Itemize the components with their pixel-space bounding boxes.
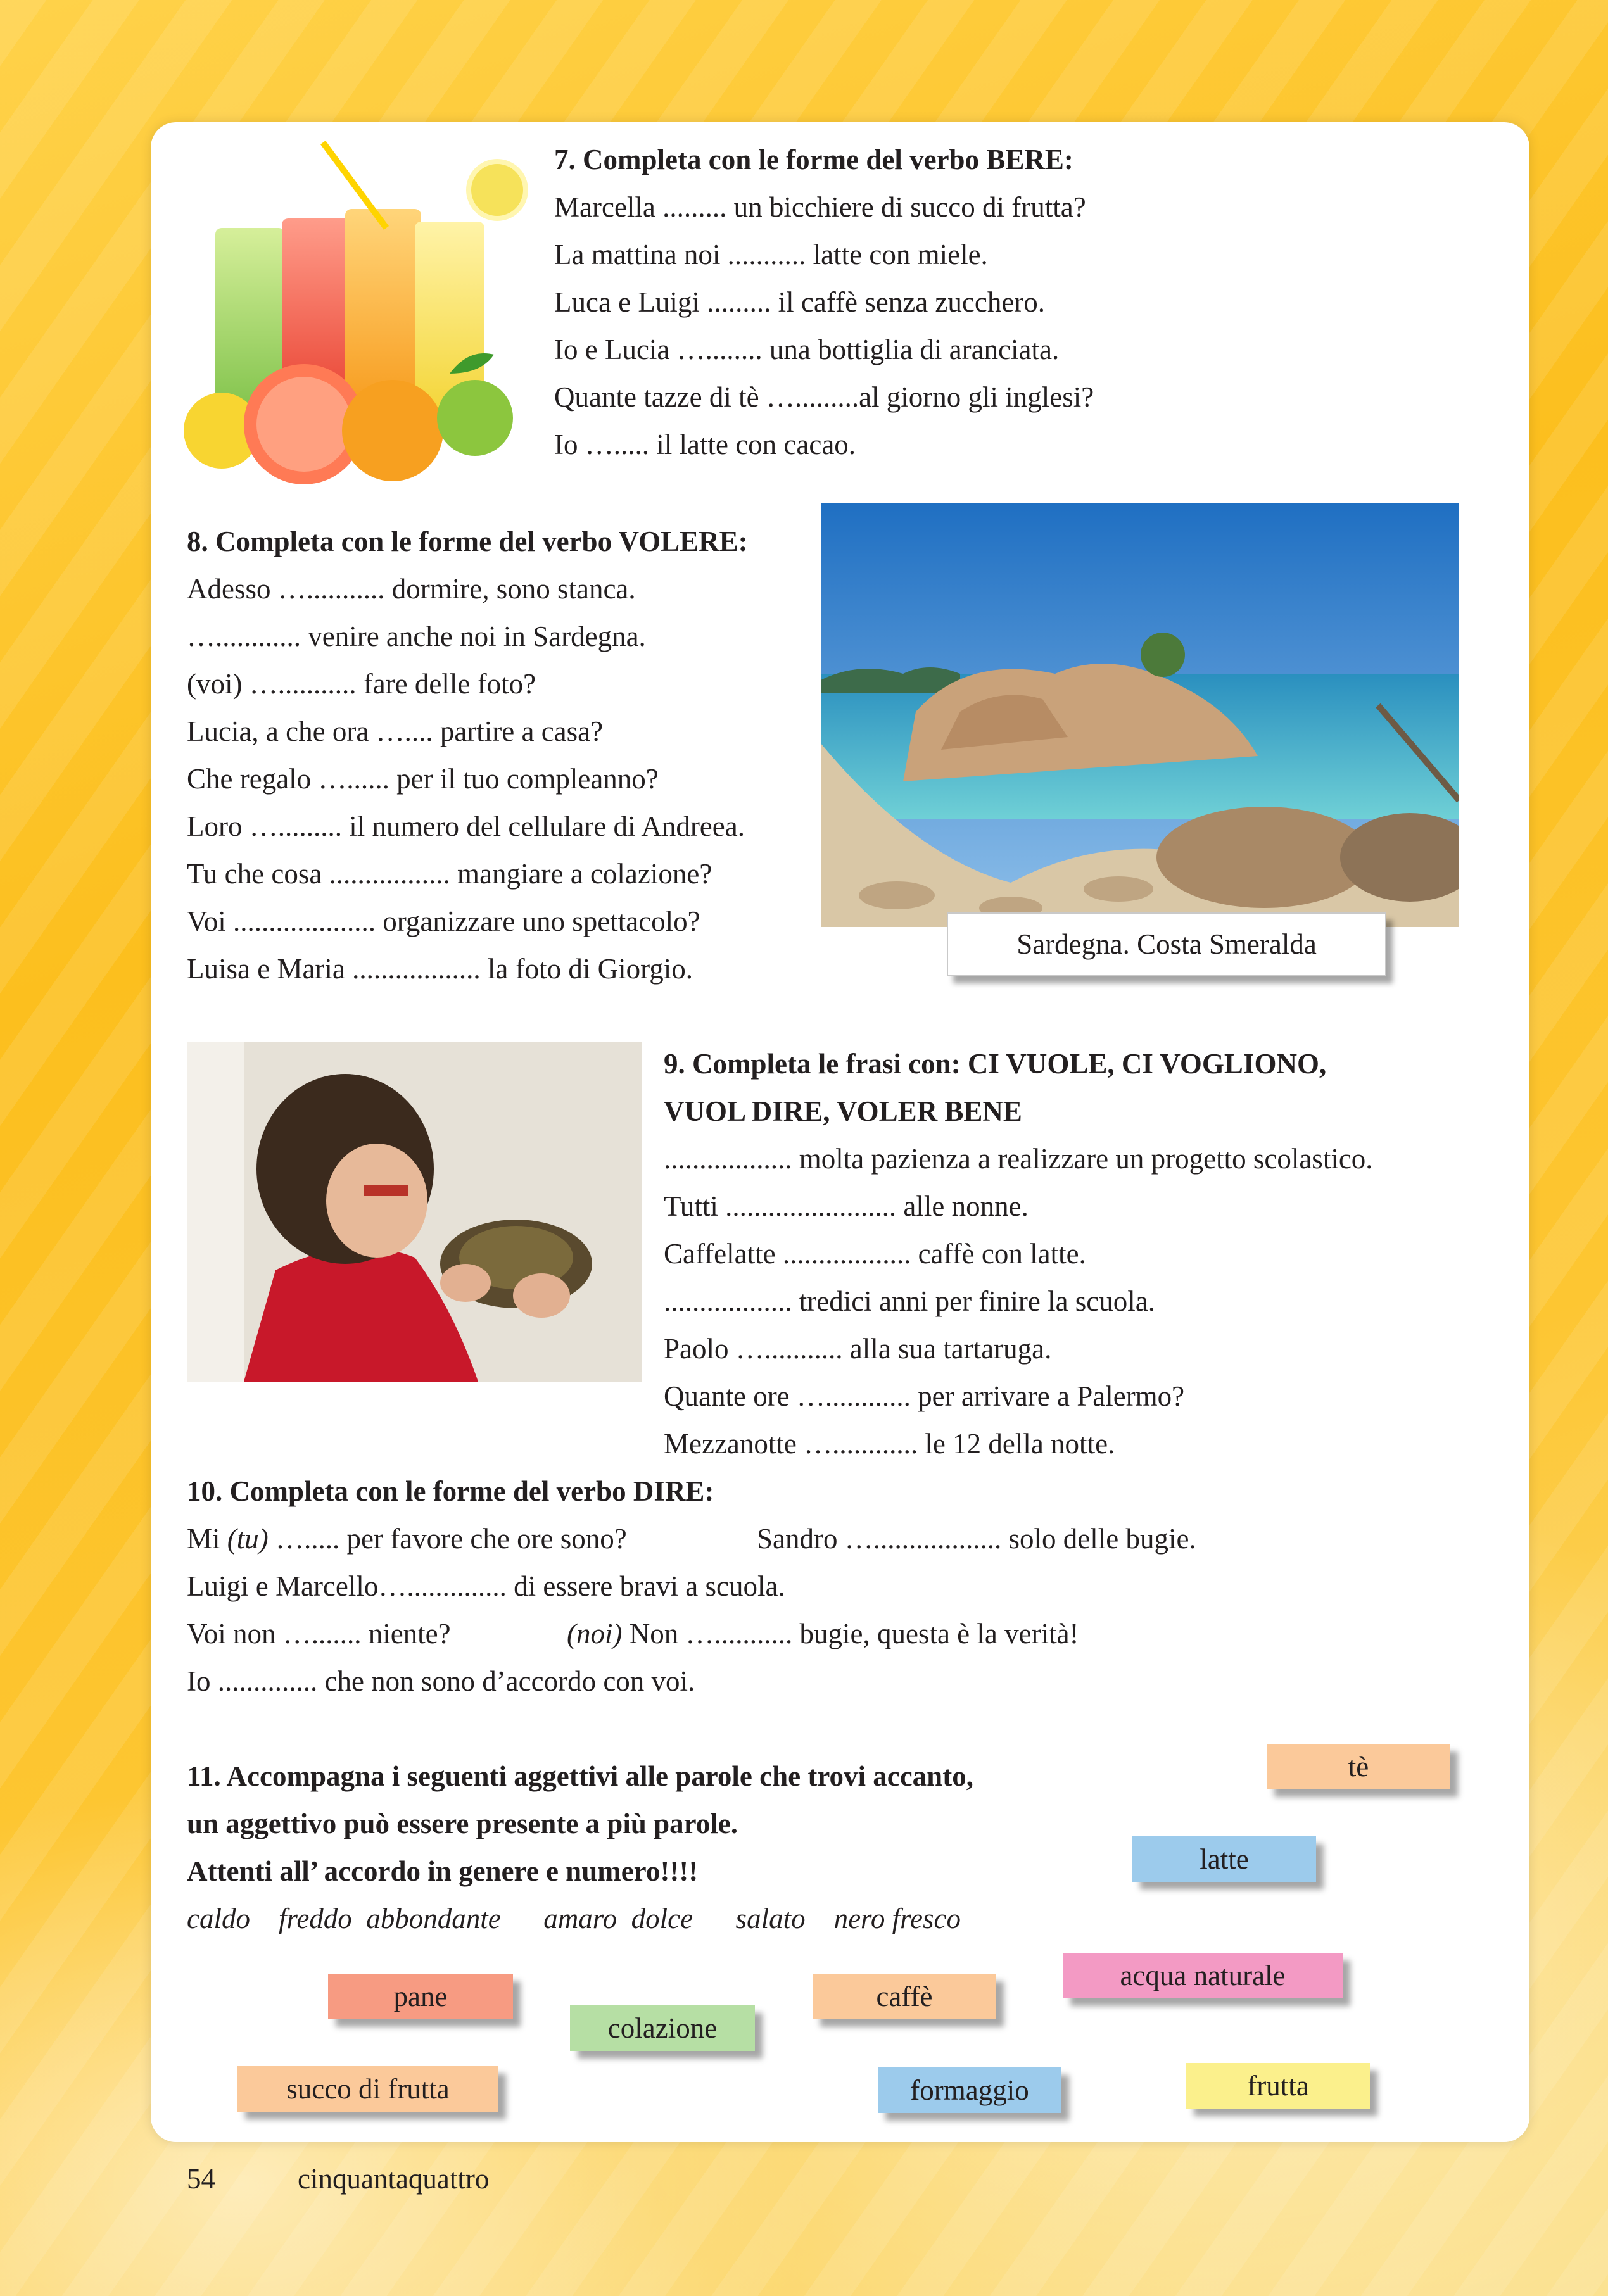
ex10-line: Sandro ….................. solo delle bugie.: [757, 1523, 1196, 1555]
ex8-line: Voi .................... organizzare uno spettacolo?: [187, 905, 700, 937]
ex10-line: [567, 1617, 1079, 1650]
word-tag-formaggio[interactable]: formaggio: [878, 2067, 1061, 2113]
ex8-line: Loro …......... il numero del cellulare di Andreea.: [187, 811, 745, 842]
ex10-text: …..... per favore che ore sono?: [268, 1523, 627, 1555]
word-tag-caffe[interactable]: caffè: [813, 1974, 996, 2019]
ex8-line: (voi) …........... fare delle foto?: [187, 668, 536, 700]
ex10-text: Non …........... bugie, questa è la verità!: [622, 1618, 1079, 1649]
ex11-title-3: Attenti all’ accordo in genere e numero!!!!: [187, 1855, 699, 1887]
word-tag-acqua-naturale[interactable]: acqua naturale: [1063, 1953, 1343, 1998]
word-tag-colazione[interactable]: colazione: [570, 2005, 755, 2051]
word-tag-te[interactable]: tè: [1267, 1744, 1450, 1789]
word-tag-succo-di-frutta[interactable]: succo di frutta: [237, 2066, 498, 2112]
ex11-title-2: un aggettivo può essere presente a più parole.: [187, 1808, 738, 1839]
boy-with-turtle-photo: [187, 1042, 642, 1382]
ex9-title: 9. Completa le frasi con: CI VUOLE, CI VOGLIONO,: [664, 1048, 1327, 1080]
ex7-line: Io e Lucia …........ una bottiglia di aranciata.: [554, 334, 1060, 365]
ex9-line: Mezzanotte …............ le 12 della notte.: [664, 1428, 1115, 1460]
ex9-line: Paolo …........... alla sua tartaruga.: [664, 1333, 1052, 1365]
juice-glasses-image: [177, 133, 532, 488]
ex9-line: Tutti ........................ alle nonne.: [664, 1190, 1029, 1222]
ex9-line: .................. tredici anni per finire la scuola.: [664, 1285, 1156, 1317]
sardinia-coast-photo: [821, 503, 1459, 927]
ex10-title: 10. Completa con le forme del verbo DIRE:: [187, 1475, 714, 1507]
ex7-line: Marcella ......... un bicchiere di succo di frutta?: [554, 191, 1086, 223]
page-number-word: cinquantaquattro: [298, 2163, 490, 2195]
ex9-line: Quante ore …............ per arrivare a Palermo?: [664, 1380, 1185, 1412]
ex8-line: …............ venire anche noi in Sardegna.: [187, 621, 646, 652]
ex9-line: Caffelatte .................. caffè con latte.: [664, 1238, 1086, 1270]
ex7-title: 7. Completa con le forme del verbo BERE:: [554, 144, 1073, 175]
ex11-title: 11. Accompagna i seguenti aggettivi alle parole che trovi accanto,: [187, 1760, 973, 1792]
ex8-line: Luisa e Maria .................. la foto di Giorgio.: [187, 953, 693, 985]
ex7-line: Io …..... il latte con cacao.: [554, 429, 856, 460]
adjective-list: caldo freddo abbondante amaro dolce salato nero fresco: [187, 1903, 961, 1934]
photo-caption: Sardegna. Costa Smeralda: [947, 912, 1386, 976]
ex8-line: Lucia, a che ora ….... partire a casa?: [187, 716, 604, 747]
ex10-line: Voi non …....... niente?: [187, 1618, 451, 1649]
word-tag-latte[interactable]: latte: [1132, 1836, 1316, 1882]
word-tag-frutta[interactable]: frutta: [1186, 2063, 1370, 2109]
ex10-text: Mi: [187, 1523, 227, 1555]
ex8-line: Adesso …........... dormire, sono stanca.: [187, 573, 636, 605]
ex10-line: [187, 1522, 627, 1555]
ex8-line: Che regalo …...... per il tuo compleanno?: [187, 763, 659, 795]
ex10-pronoun: (tu): [227, 1523, 269, 1555]
ex8-title: 8. Completa con le forme del verbo VOLERE:: [187, 526, 748, 557]
ex10-line: Luigi e Marcello….............. di essere bravi a scuola.: [187, 1570, 785, 1602]
word-tag-pane[interactable]: pane: [328, 1974, 513, 2019]
ex7-line: La mattina noi ........... latte con miele.: [554, 239, 988, 270]
ex9-line: .................. molta pazienza a realizzare un progetto scolastico.: [664, 1143, 1373, 1175]
ex10-pronoun: (noi): [567, 1618, 623, 1649]
ex10-line: Io .............. che non sono d’accordo con voi.: [187, 1665, 695, 1697]
ex8-line: Tu che cosa ................. mangiare a colazione?: [187, 858, 712, 890]
ex7-line: Luca e Luigi ......... il caffè senza zucchero.: [554, 286, 1046, 318]
ex7-line: Quante tazze di tè ….........al giorno gli inglesi?: [554, 381, 1094, 413]
ex9-title-2: VUOL DIRE, VOLER BENE: [664, 1095, 1022, 1127]
page-number: 54: [187, 2163, 215, 2195]
